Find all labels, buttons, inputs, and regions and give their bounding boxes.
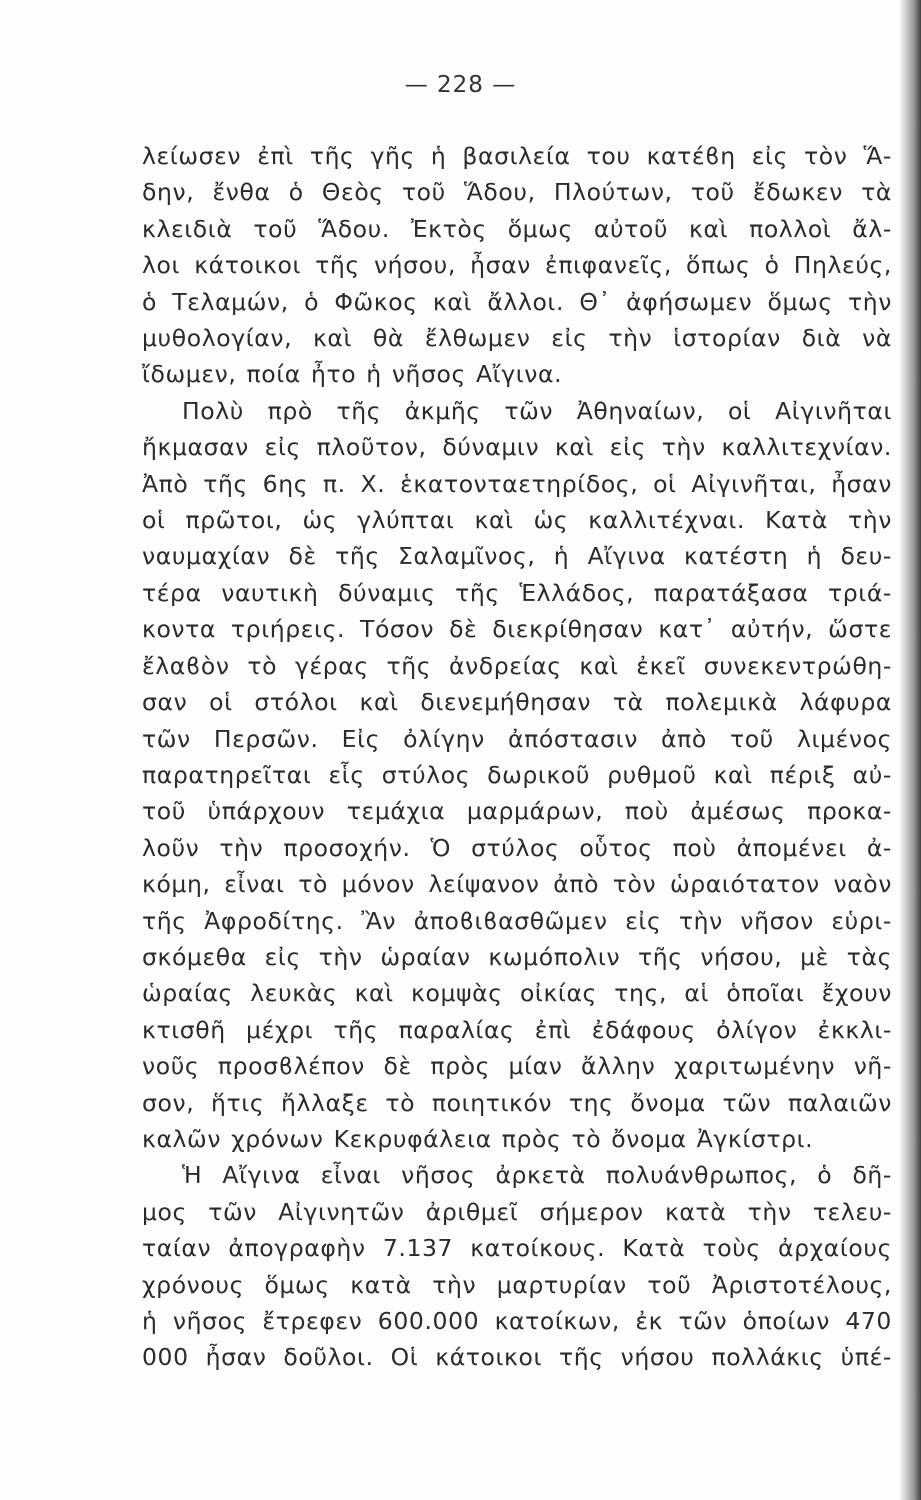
- text-line: παρατηρεῖται εἷς στύλος δωρικοῦ ρυθμοῦ καὶ πέριξ αὐ-: [142, 760, 892, 789]
- text-line: ὁ Τελαμών, ὁ Φῶκος καὶ ἄλλοι. Θ᾽ ἀφήσωμεν ὅμως τὴν: [142, 287, 892, 316]
- text-line: τέρα ναυτικὴ δύναμις τῆς Ἑλλάδος, παρατάξασα τριά-: [142, 578, 892, 607]
- text-line: νοῦς προσϐλέπον δὲ πρὸς μίαν ἄλλην χαριτωμένην νῆ-: [142, 1052, 892, 1081]
- text-line: μος τῶν Αἰγινητῶν ἀριθμεῖ σήμερον κατὰ τὴν τελευ-: [142, 1197, 892, 1226]
- page-number: — 228 —: [404, 72, 517, 98]
- text-line: 000 ἦσαν δοῦλοι. Οἱ κάτοικοι τῆς νήσου πολλάκις ὑπέ-: [142, 1343, 892, 1372]
- text-line: κοντα τριήρεις. Τόσον δὲ διεκρίθησαν κατ᾽ αὐτήν, ὥστε: [142, 615, 892, 644]
- text-line: ἔλαϐὸν τὸ γέρας τῆς ἀνδρείας καὶ ἐκεῖ συνεκεντρώθη-: [142, 651, 892, 680]
- text-line: καλῶν χρόνων Κεκρυφάλεια πρὸς τὸ ὄνομα Ἀγκίστρι.: [142, 1124, 814, 1153]
- text-line: τοῦ ὑπάρχουν τεμάχια μαρμάρων, ποὺ ἀμέσως προκα-: [142, 797, 892, 826]
- text-line: λοῦν τὴν προσοχήν. Ὁ στύλος οὗτος ποὺ ἀπομένει ἀ-: [142, 833, 892, 862]
- text-line: ἴδωμεν, ποία ἦτο ἡ νῆσος Αἴγινα.: [142, 360, 563, 389]
- text-line: σον, ἥτις ἤλλαξε τὸ ποιητικόν της ὄνομα τῶν παλαιῶν: [142, 1088, 892, 1117]
- text-line: δην, ἔνθα ὁ Θεὸς τοῦ Ἅδου, Πλούτων, τοῦ ἔδωκεν τὰ: [142, 178, 892, 207]
- text-line: τῆς Ἀφροδίτης. Ἂν ἀποϐιϐασθῶμεν εἰς τὴν νῆσον εὑρι-: [142, 906, 892, 935]
- text-line: κτισθῆ μέχρι τῆς παραλίας ἐπὶ ἐδάφους ὀλίγον ἐκκλι-: [142, 1015, 892, 1044]
- text-line: χρόνους ὅμως κατὰ τὴν μαρτυρίαν τοῦ Ἀριστοτέλους,: [142, 1270, 892, 1299]
- text-line: ταίαν ἀπογραφὴν 7.137 κατοίκους. Κατὰ τοὺς ἀρχαίους: [142, 1234, 892, 1263]
- text-line: ὡραίας λευκὰς καὶ κομψὰς οἰκίας της, αἱ ὁποῖαι ἔχουν: [142, 979, 892, 1008]
- text-line: τῶν Περσῶν. Εἰς ὀλίγην ἀπόστασιν ἀπὸ τοῦ λιμένος: [142, 724, 892, 753]
- text-line: κλειδιὰ τοῦ Ἅδου. Ἐκτὸς ὅμως αὐτοῦ καὶ πολλοὶ ἄλ-: [142, 214, 892, 243]
- text-line: λείωσεν ἐπὶ τῆς γῆς ἡ βασιλεία του κατέϐη εἰς τὸν Ἅ-: [142, 142, 892, 170]
- text-line: λοι κάτοικοι τῆς νήσου, ἦσαν ἐπιφανεῖς, ὅπως ὁ Πηλεύς,: [142, 251, 892, 280]
- text-line: μυθολογίαν, καὶ θὰ ἔλθωμεν εἰς τὴν ἱστορίαν διὰ νὰ: [142, 324, 892, 353]
- text-line: Πολὺ πρὸ τῆς ἀκμῆς τῶν Ἀθηναίων, οἱ Αἰγινῆται: [182, 396, 892, 425]
- text-line: Ἡ Αἴγινα εἶναι νῆσος ἀρκετὰ πολυάνθρωπος, ὁ δῆ-: [182, 1161, 892, 1190]
- text-line: ἤκμασαν εἰς πλοῦτον, δύναμιν καὶ εἰς τὴν καλλιτεχνίαν.: [142, 433, 892, 462]
- text-line: σαν οἱ στόλοι καὶ διενεμήθησαν τὰ πολεμικὰ λάφυρα: [142, 688, 892, 717]
- text-line: κόμη, εἶναι τὸ μόνον λείψανον ἀπὸ τὸν ὡραιότατον ναὸν: [142, 870, 892, 899]
- text-line: σκόμεθα εἰς τὴν ὡραίαν κωμόπολιν τῆς νήσου, μὲ τὰς: [142, 942, 892, 971]
- text-line: ἡ νῆσος ἔτρεφεν 600.000 κατοίκων, ἐκ τῶν ὁποίων 470: [142, 1307, 892, 1335]
- text-line: οἱ πρῶτοι, ὡς γλύπται καὶ ὡς καλλιτέχναι. Κατὰ τὴν: [142, 506, 892, 535]
- text-line: Ἀπὸ τῆς 6ης π. Χ. ἑκατονταετηρίδος, οἱ Αἰγινῆται, ἦσαν: [142, 469, 892, 498]
- body-text: [142, 138, 892, 1376]
- text-line: ναυμαχίαν δὲ τῆς Σαλαμῖνος, ἡ Αἴγινα κατέστη ἡ δευ-: [142, 542, 892, 571]
- page-edge-shadow: [899, 0, 921, 1500]
